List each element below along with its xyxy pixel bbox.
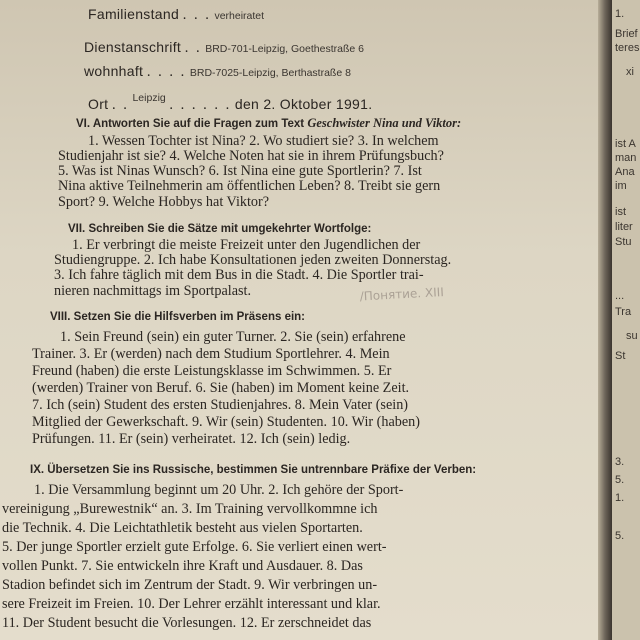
section-heading: IX. Übersetzen Sie ins Russische, bestimmen Sie untrennbare Präfixe der Verben: bbox=[30, 464, 477, 476]
section-heading: VII. Schreiben Sie die Sätze mit umgekehrter Wortfolge: bbox=[68, 223, 372, 235]
field-label: Familienstand bbox=[88, 6, 180, 22]
text-line: 1. Die Versammlung beginnt um 20 Uhr. 2. Ich gehöre der Sport- bbox=[34, 482, 404, 498]
section-heading: VIII. Setzen Sie die Hilfsverben im Präsens ein: bbox=[50, 311, 306, 323]
handwritten-note: /Понятие. XIII bbox=[359, 285, 445, 304]
text-line: sere Freizeit im Freien. 10. Der Lehrer erzählt interessant und klar. bbox=[2, 596, 381, 612]
field-label: Ort bbox=[88, 96, 109, 112]
text-line: 1. Sein Freund (sein) ein guter Turner. 2. Sie (sein) erfahrene bbox=[60, 329, 406, 345]
field-date: den 2. Oktober 1991. bbox=[234, 96, 373, 112]
text-line: (werden) Trainer von Beruf. 6. Sie (haben) im Moment keine Zeit. bbox=[32, 380, 410, 396]
text-line: Stadion befindet sich im Zentrum der Stadt. 9. Wir verbringen un- bbox=[2, 577, 378, 593]
text-line: Mitglied der Gewerkschaft. 9. Wir (sein) Studenten. 10. Wir (haben) bbox=[32, 414, 420, 430]
text-line: Sport? 9. Welche Hobbys hat Viktor? bbox=[58, 194, 270, 210]
field-wohnhaft: wohnhaft . . . . BRD-7025-Leipzig, Berthastraße 8 bbox=[84, 63, 351, 80]
facing-page: 1. Brief teres xi ist A man Ana im ist liter Stu ... Tra su St 3. 5. 1. 5. bbox=[612, 0, 640, 640]
text-line: Freund (haben) die erste Leistungsklasse im Schwimmen. 5. Er bbox=[32, 363, 392, 379]
text-line: Nina aktive Teilnehmerin am öffentlichen Leben? 8. Treibt sie gern bbox=[58, 178, 441, 194]
text-line: 1. Er verbringt die meiste Freizeit unter den Jugendlichen der bbox=[72, 237, 421, 253]
text-line: 1. Wessen Tochter ist Nina? 2. Wo studiert sie? 3. In welchem bbox=[88, 133, 439, 149]
text-line: Prüfungen. 11. Er (sein) verheiratet. 12. Ich (sein) ledig. bbox=[32, 431, 351, 447]
field-value: BRD-7025-Leipzig, Berthastraße 8 bbox=[189, 67, 351, 79]
text-line: vollen Punkt. 7. Sie entwickeln ihre Kraft und Ausdauer. 8. Das bbox=[2, 558, 363, 574]
field-value: BRD-701-Leipzig, Goethestraße 6 bbox=[205, 43, 364, 55]
text-line: Studiengruppe. 2. Ich habe Konsultationen jeden zweiten Donnerstag. bbox=[54, 252, 452, 268]
text-line: 7. Ich (sein) Student des ersten Studienjahres. 8. Mein Vater (sein) bbox=[32, 397, 409, 413]
field-familienstand: Familienstand . . . verheiratet bbox=[88, 6, 265, 23]
text-line: 5. Was ist Ninas Wunsch? 6. Ist Nina eine gute Sportlerin? 7. Ist bbox=[58, 163, 422, 179]
field-value: Leipzig bbox=[132, 92, 166, 104]
field-label: Dienstanschrift bbox=[84, 39, 182, 55]
field-value: verheiratet bbox=[214, 10, 265, 22]
text-line: 5. Der junge Sportler erzielt gute Erfolge. 6. Sie verliert einen wert- bbox=[2, 539, 387, 555]
section-heading: VI. Antworten Sie auf die Fragen zum Text Geschwister Nina und Viktor: bbox=[76, 116, 462, 130]
field-label: wohnhaft bbox=[84, 63, 144, 79]
text-line: 11. Der Student besucht die Vorlesungen. 12. Er zerschneidet das bbox=[2, 615, 372, 631]
text-line: 3. Ich fahre täglich mit dem Bus in die Stadt. 4. Die Sportler trai- bbox=[54, 267, 424, 283]
text-line: Studienjahr ist sie? 4. Welche Noten hat sie in ihrem Prüfungsbuch? bbox=[58, 148, 444, 164]
text-line: die Technik. 4. Die Leichtathletik besteht aus vielen Sportarten. bbox=[2, 520, 363, 536]
field-dienstanschrift: Dienstanschrift . . BRD-701-Leipzig, Goethestraße 6 bbox=[84, 39, 364, 56]
text-line: Trainer. 3. Er (werden) nach dem Studium Sportlehrer. 4. Mein bbox=[32, 346, 390, 362]
text-line: vereinigung „Burewestnik“ an. 3. Im Training vervollkommne ich bbox=[2, 501, 378, 517]
field-ort: Ort . . $^{Leipzig}$ . . . . . . den 2. Oktober 1991. bbox=[88, 92, 373, 113]
text-line: nieren nachmittags im Sportpalast. bbox=[54, 283, 252, 299]
book-gutter bbox=[598, 0, 612, 640]
